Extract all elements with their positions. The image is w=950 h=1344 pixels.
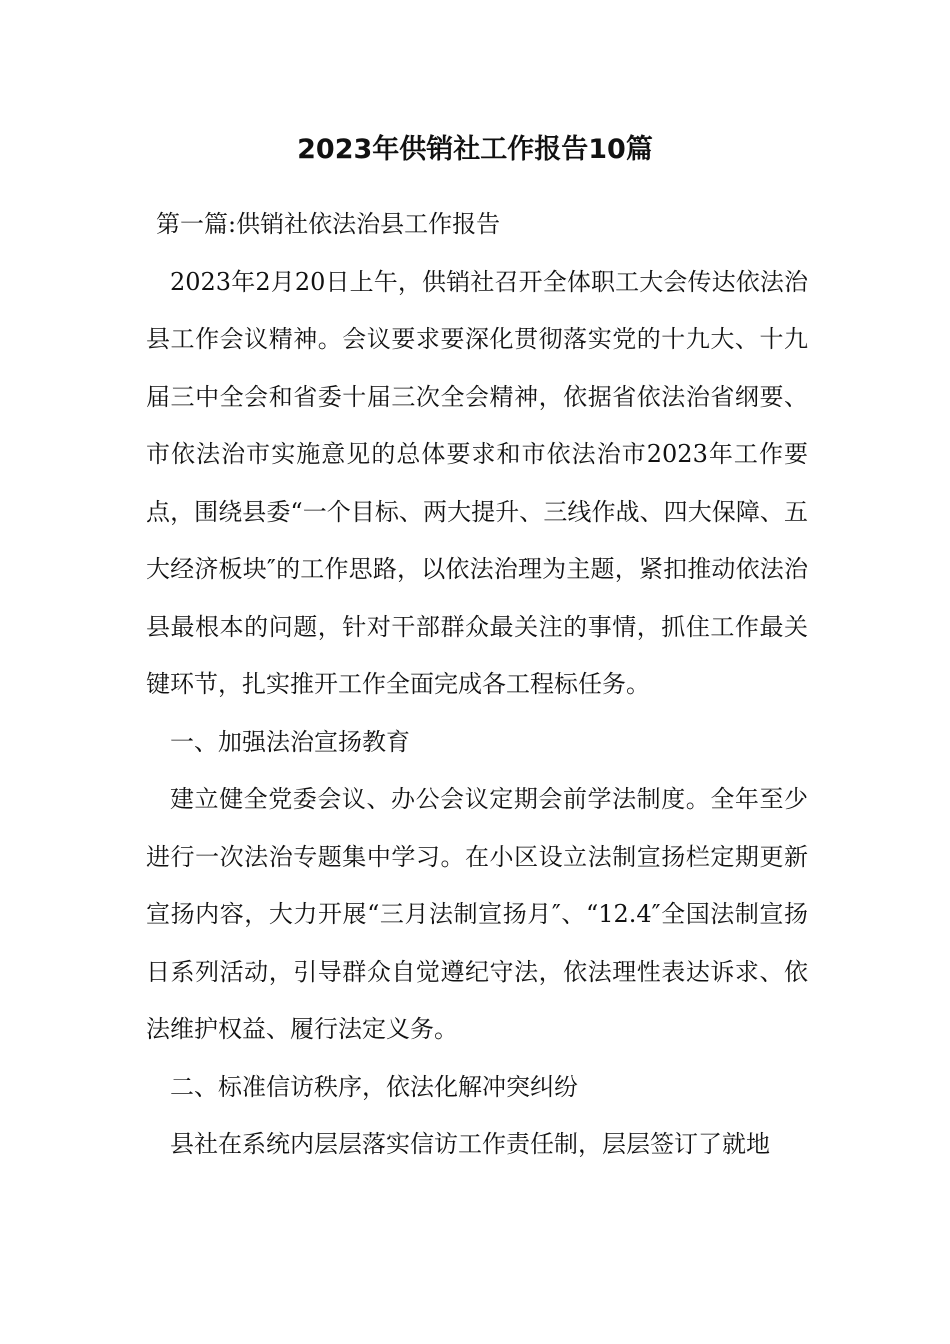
- paragraph-petition-order: 县社在系统内层层落实信访工作责任制，层层签订了就地: [170, 1130, 770, 1158]
- document-title: 2023年供销社工作报告10篇: [297, 134, 653, 165]
- section-title: 第一篇:供销社依法治县工作报告: [156, 210, 501, 238]
- paragraph-legal-education: 建立健全党委会议、办公会议定期会前学法制度。全年至少进行一次法治专题集中学习。在小区设立法制宣扬栏定期更新宣扬内容，大力开展“三月法制宣扬月″、“12.4″全国法制宣扬日系列活动，引导群众自觉遵纪守法，依法理性表达诉求、依法维护权益、履行法定义务。: [146, 785, 808, 1043]
- subheading-petition-order: 二、标准信访秩序，依法化解冲突纠纷: [170, 1072, 578, 1101]
- document-body: [146, 196, 808, 1174]
- paragraph-intro: 2023年2月20日上午，供销社召开全体职工大会传达依法治县工作会议精神。会议要求要深化贯彻落实党的十九大、十九届三中全会和省委十届三次全会精神，依据省依法治省纲要、市依法治市实施意见的总体要求和市依法治市2023年工作要点，围绕县委“一个目标、两大提升、三线作战、四大保障、五大经济板块″的工作思路，以依法治理为主题，紧扣推动依法治县最根本的问题，针对干部群众最关注的事情，抓住工作最关键环节，扎实推开工作全面完成各工程标任务。: [146, 267, 808, 698]
- subheading-legal-education: 一、加强法治宣扬教育: [170, 727, 410, 756]
